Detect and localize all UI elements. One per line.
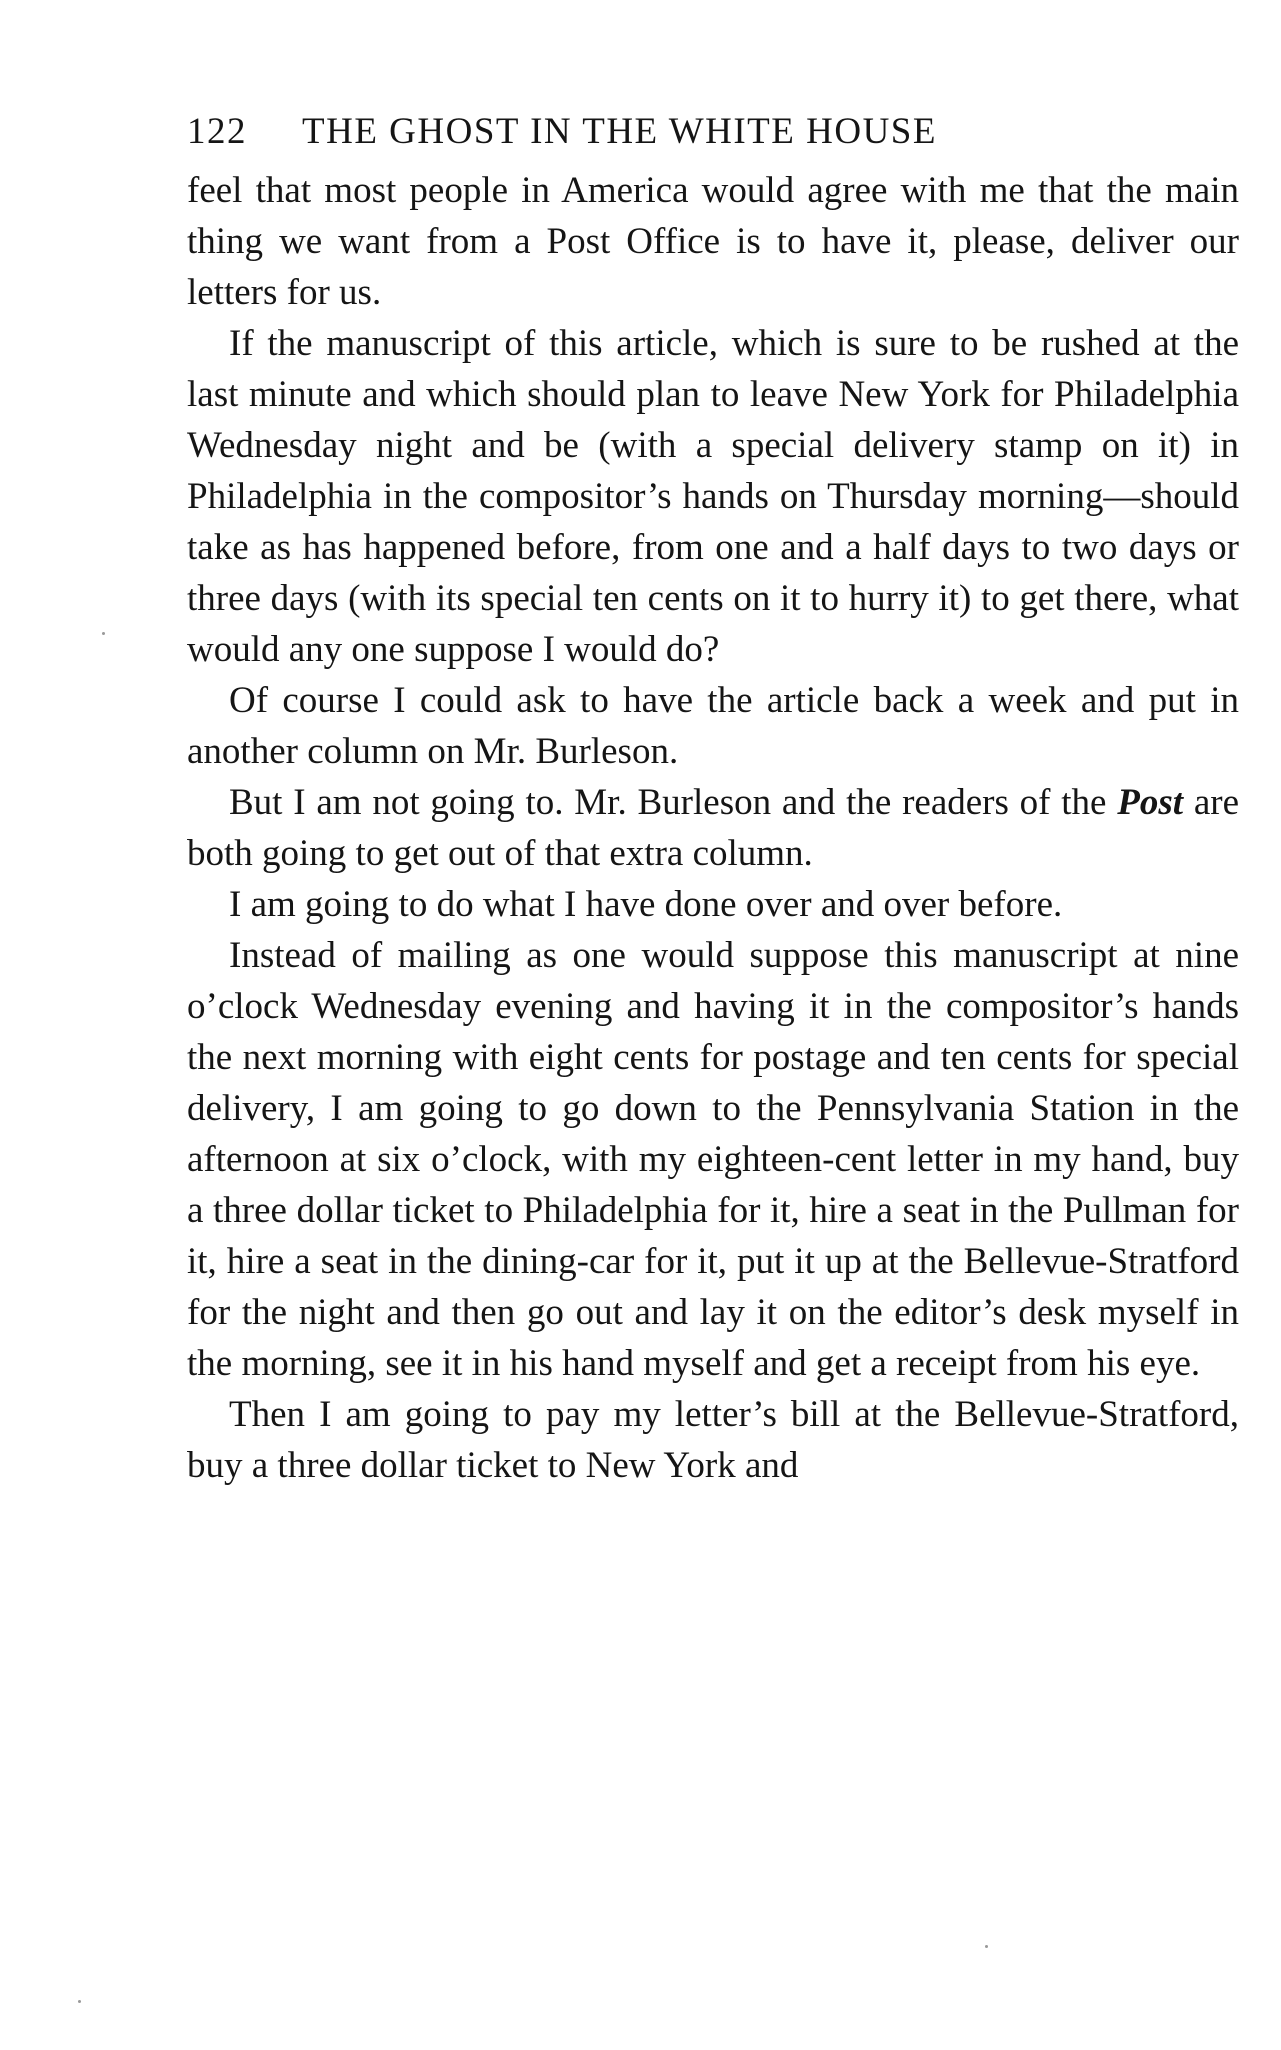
- paper-speck: [985, 1945, 988, 1948]
- paragraph-not-going: [187, 777, 1239, 879]
- running-head: [187, 100, 1239, 164]
- post-italic: Post: [1117, 782, 1184, 823]
- running-title: THE GHOST IN THE WHITE HOUSE: [302, 111, 937, 152]
- paragraph-over-and-over: I am going to do what I have done over and over before.: [229, 884, 1063, 925]
- page-number: 122: [187, 111, 247, 152]
- body-text: [187, 165, 1239, 1491]
- paragraph-manuscript: If the manuscript of this article, which is sure to be rushed at the last minute and which should plan to leave New York for Philadelphia Wednesday night and be (with a special delivery stamp on it) in Philadelphia in the compositor’s hands on Thursday morning—should take as has happened before, from one and a half days to two days or three days (with its special ten cents on it to hurry it) to get there, what would any one suppose I would do?: [187, 323, 1239, 670]
- paragraph-not-going-end: are both going to get out of that extra column.: [187, 782, 1239, 874]
- paragraph-then: Then I am going to pay my letter’s bill at the Bellevue-Stratford, buy a three dollar ticket to New York and: [187, 1394, 1239, 1486]
- paper-speck: [78, 2000, 81, 2003]
- paper-speck: [102, 632, 105, 635]
- book-page: [187, 100, 1239, 1491]
- paragraph-not-going-start: But I am not going to. Mr. Burleson and the readers of the: [229, 782, 1118, 823]
- paragraph-continued: feel that most people in America would agree with me that the main thing we want from a Post Office is to have it, please, deliver our letters for us.: [187, 170, 1239, 313]
- paragraph-of-course: Of course I could ask to have the article back a week and put in another column on Mr. Burleson.: [187, 680, 1239, 772]
- paragraph-instead-of-mailing: Instead of mailing as one would suppose this manuscript at nine o’clock Wednesday evening and having it in the compositor’s hands the next morning with eight cents for postage and ten cents for special delivery, I am going to go down to the Pennsylvania Station in the afternoon at six o’clock, with my eighteen-cent letter in my hand, buy a three dollar ticket to Philadelphia for it, hire a seat in the Pullman for it, hire a seat in the dining-car for it, put it up at the Bellevue-Stratford for the night and then go out and lay it on the editor’s desk myself in the morning, see it in his hand myself and get a receipt from his eye.: [187, 935, 1239, 1384]
